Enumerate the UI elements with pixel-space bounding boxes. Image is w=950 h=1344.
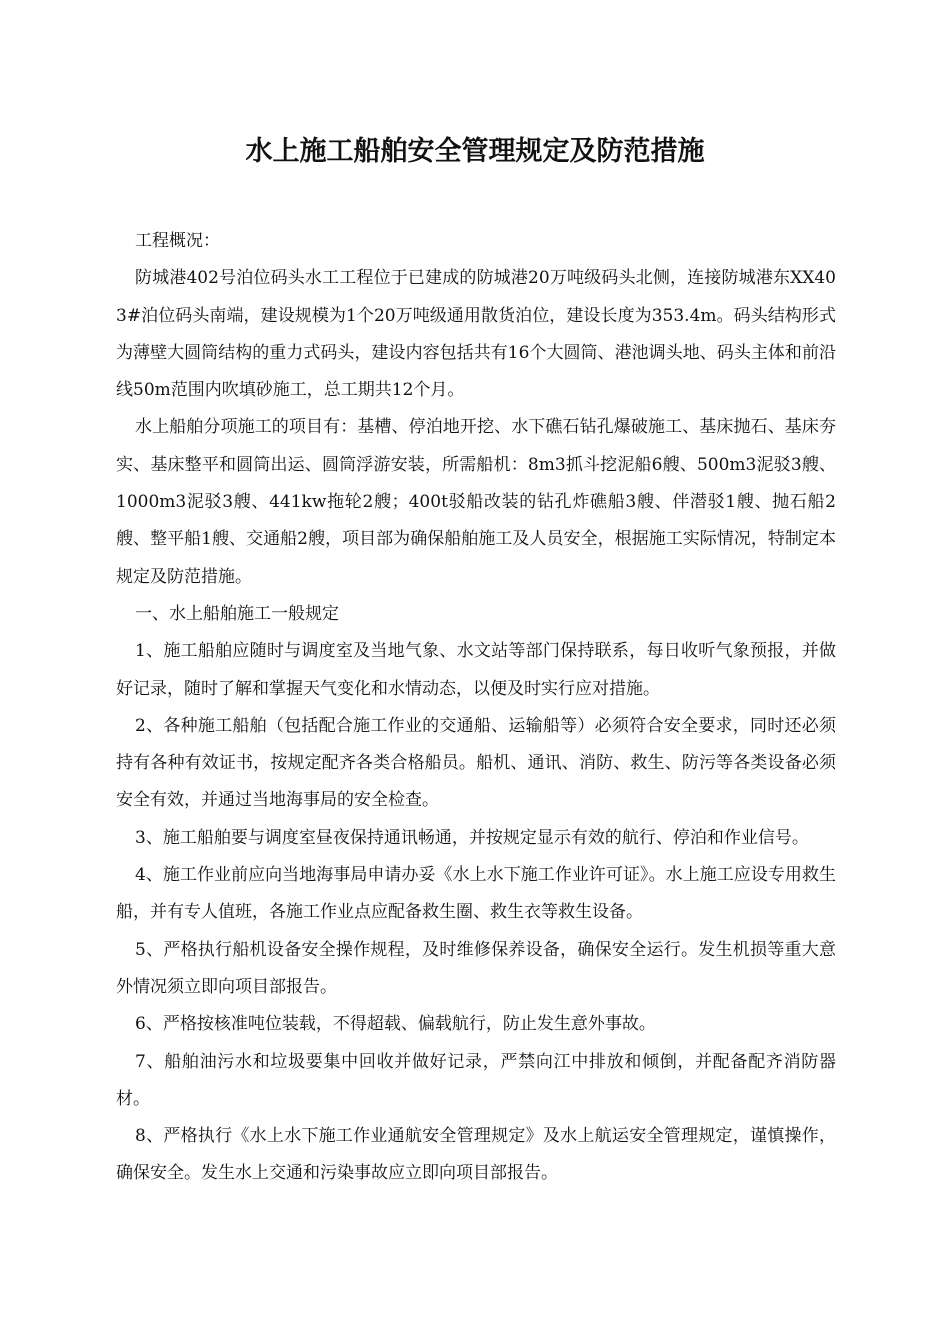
document-body — [116, 223, 836, 1193]
rule-item-1: 1、施工船舶应随时与调度室及当地气象、水文站等部门保持联系，每日收听气象预报，并做好记录，随时了解和掌握天气变化和水情动态，以便及时实行应对措施。 — [116, 641, 836, 699]
section-label-project-overview: 工程概况： — [135, 231, 220, 251]
rule-item-7: 7、船舶油污水和垃圾要集中回收并做好记录，严禁向江中排放和倾倒，并配备配齐消防器材。 — [116, 1051, 836, 1109]
rule-item-8: 8、严格执行《水上水下施工作业通航安全管理规定》及水上航运安全管理规定，谨慎操作，确保安全。发生水上交通和污染事故应立即向项目部报告。 — [116, 1126, 836, 1184]
paragraph-project-description: 防城港402号泊位码头水工工程位于已建成的防城港20万吨级码头北侧，连接防城港东XX403#泊位码头南端，建设规模为1个20万吨级通用散货泊位，建设长度为353.4m。码头结构形式为薄壁大圆筒结构的重力式码头，建设内容包括共有16个大圆筒、港池调头地、码头主体和前沿线50m范围内吹填砂施工，总工期共12个月。 — [116, 268, 836, 401]
paragraph-vessel-list: 水上船舶分项施工的项目有：基槽、停泊地开挖、水下礁石钻孔爆破施工、基床抛石、基床夯实、基床整平和圆筒出运、圆筒浮游安装，所需船机：8m3抓斗挖泥船6艘、500m3泥驳3艘、1000m3泥驳3艘、441kw拖轮2艘；400t驳船改装的钻孔炸礁船3艘、伴潜驳1艘、抛石船2艘、整平船1艘、交通船2艘，项目部为确保船舶施工及人员安全，根据施工实际情况，特制定本规定及防范措施。 — [116, 417, 836, 587]
rule-item-5: 5、严格执行船机设备安全操作规程，及时维修保养设备，确保安全运行。发生机损等重大意外情况须立即向项目部报告。 — [116, 939, 836, 997]
rule-item-6: 6、严格按核准吨位装载，不得超载、偏载航行，防止发生意外事故。 — [135, 1014, 656, 1035]
rule-item-3: 3、施工船舶要与调度室昼夜保持通讯畅通，并按规定显示有效的航行、停泊和作业信号。 — [135, 827, 809, 848]
document-title: 水上施工船舶安全管理规定及防范措施 — [245, 136, 705, 167]
rule-item-4: 4、施工作业前应向当地海事局申请办妥《水上水下施工作业许可证》。水上施工应设专用救生船，并有专人值班，各施工作业点应配备救生圈、救生衣等救生设备。 — [116, 865, 836, 923]
rule-item-2: 2、各种施工船舶（包括配合施工作业的交通船、运输船等）必须符合安全要求，同时还必须持有各种有效证书，按规定配齐各类合格船员。船机、通讯、消防、救生、防污等各类设备必须安全有效，并通过当地海事局的安全检查。 — [116, 715, 836, 811]
section-heading-general-rules: 一、水上船舶施工一般规定 — [135, 603, 339, 624]
